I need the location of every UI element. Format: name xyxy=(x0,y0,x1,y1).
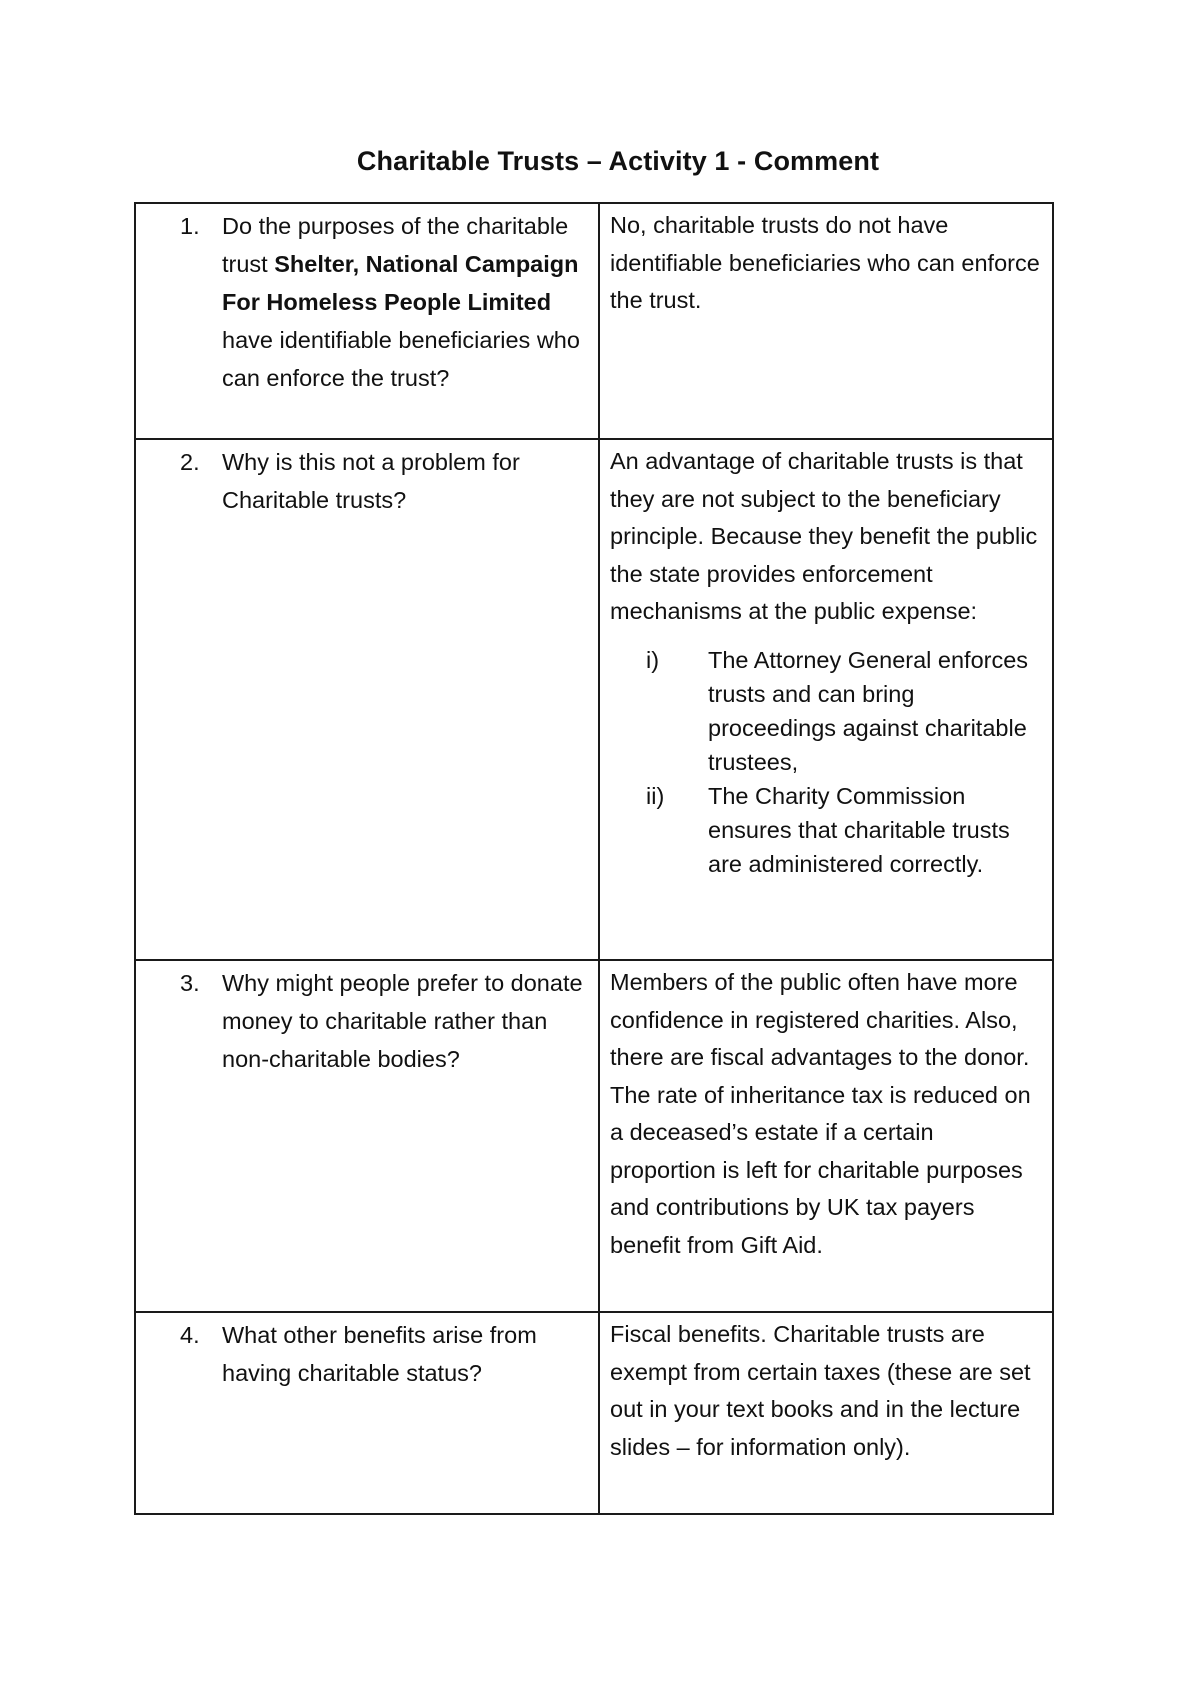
question-number: 3. xyxy=(180,970,200,996)
answer-text: An advantage of charitable trusts is that they are not subject to the beneficiary principle. Because they benefit the public the state provides enforcement mechanisms at the public expense: xyxy=(610,448,1038,624)
list-item-text: The Attorney General enforces trusts and can bring proceedings against charitable trustees, xyxy=(708,646,1029,775)
qa-table xyxy=(134,202,1054,1515)
table-row xyxy=(135,439,1053,960)
list-item-text: The Charity Commission ensures that charitable trusts are administered correctly. xyxy=(708,782,1010,877)
document-title: Charitable Trusts – Activity 1 - Comment xyxy=(356,146,880,176)
question-cell xyxy=(135,1312,599,1514)
table-row xyxy=(135,1312,1053,1514)
answer-text: Fiscal benefits. Charitable trusts are exempt from certain taxes (these are set out in your text books and in the lecture slides – for information only). xyxy=(610,1321,1031,1460)
answer-cell xyxy=(599,203,1053,439)
answer-cell xyxy=(599,1312,1053,1514)
question-text: Why is this not a problem for Charitable trusts? xyxy=(222,449,520,513)
list-item xyxy=(610,643,1040,779)
question-text: Why might people prefer to donate money to charitable rather than non-charitable bodies? xyxy=(222,970,583,1072)
trust-name: Shelter, National Campaign For Homeless People Limited xyxy=(222,251,579,315)
table-row xyxy=(135,203,1053,439)
question-text: Do the purposes of the charitable trust Shelter, National Campaign For Homeless People Limited have identifiable beneficiaries who can enforce the trust? xyxy=(222,213,580,391)
list-item xyxy=(610,779,1040,881)
question-text: What other benefits arise from having charitable status? xyxy=(222,1322,537,1386)
answer-cell xyxy=(599,960,1053,1312)
answer-text: No, charitable trusts do not have identifiable beneficiaries who can enforce the trust. xyxy=(610,212,1040,313)
question-number: 1. xyxy=(180,213,200,239)
list-marker: i) xyxy=(646,646,660,673)
question-cell xyxy=(135,439,599,960)
question-number: 2. xyxy=(180,449,200,475)
table-row xyxy=(135,960,1053,1312)
question-cell xyxy=(135,203,599,439)
question-number: 4. xyxy=(180,1322,200,1348)
answer-cell xyxy=(599,439,1053,960)
question-cell xyxy=(135,960,599,1312)
answer-text: Members of the public often have more confidence in registered charities. Also, there are fiscal advantages to the donor. The rate of inheritance tax is reduced on a deceased’s estate if a certain proportion is left for charitable purposes and contributions by UK tax payers benefit from Gift Aid. xyxy=(610,969,1031,1258)
list-marker: ii) xyxy=(646,782,665,809)
answer-list xyxy=(610,643,1040,881)
